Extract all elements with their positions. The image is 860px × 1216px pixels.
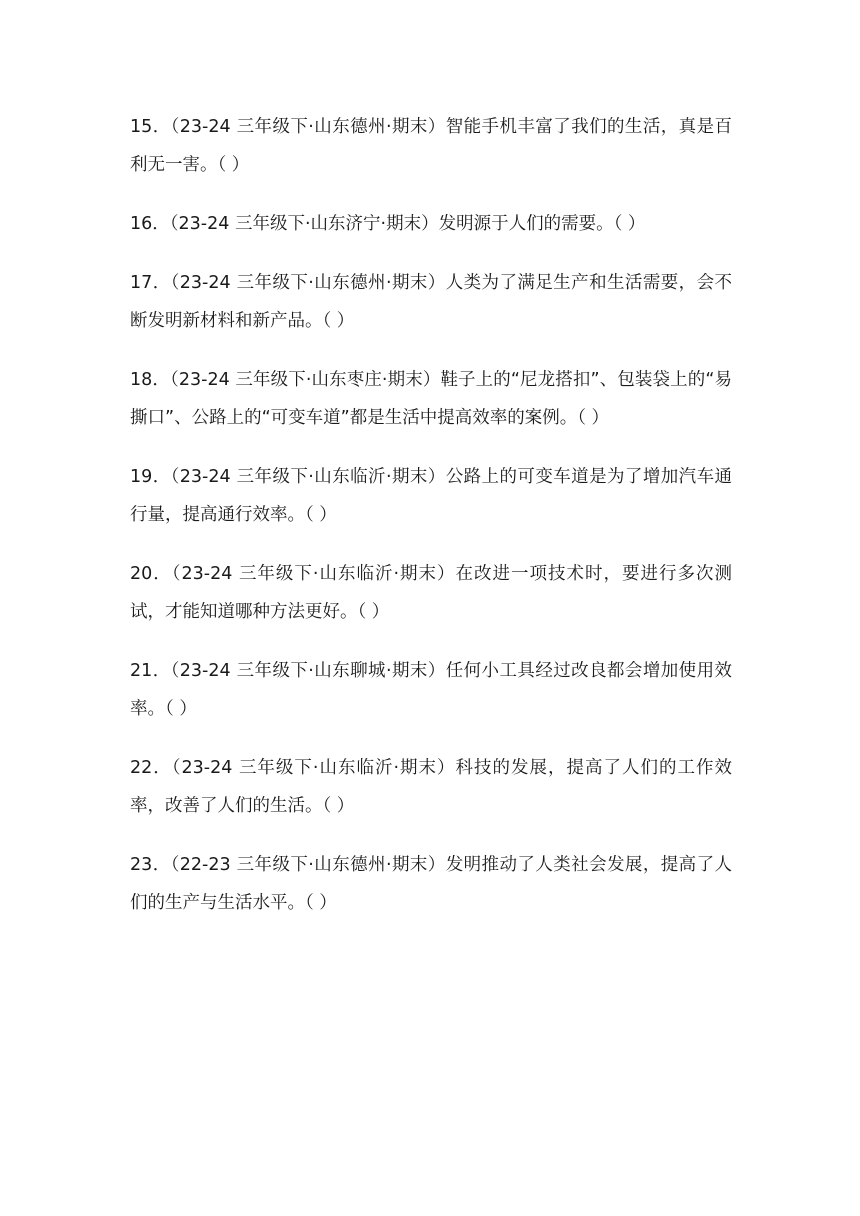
- question-item: [130, 846, 732, 922]
- question-text: 鞋子上的“尼龙搭扣”、包装袋上的“易撕口”、公路上的“可变车道”都是生活中提高效率的案例。（ ）: [130, 370, 732, 428]
- question-number-separator: ．: [152, 855, 171, 875]
- question-number-separator: ．: [152, 117, 171, 137]
- question-number-separator: ．: [152, 214, 170, 234]
- question-number: 18: [130, 370, 153, 390]
- question-source: （23-24 三年级下·山东临沂·期末）: [171, 564, 456, 584]
- question-text: 任何小工具经过改良都会增加使用效率。（ ）: [130, 661, 733, 719]
- question-item: [130, 264, 732, 340]
- question-item: [130, 108, 732, 184]
- question-text: 智能手机丰富了我们的生活，真是百利无一害。（ ）: [130, 117, 733, 175]
- question-text: 发明源于人们的需要。（ ）: [438, 214, 646, 234]
- question-number-separator: ．: [152, 564, 172, 584]
- question-item: [130, 749, 732, 825]
- question-source: （23-24 三年级下·山东济宁·期末）: [169, 214, 439, 234]
- question-source: （23-24 三年级下·山东临沂·期末）: [171, 758, 456, 778]
- question-number-separator: ．: [152, 467, 171, 487]
- question-source: （23-24 三年级下·山东德州·期末）: [170, 117, 446, 137]
- question-item: [130, 361, 732, 437]
- question-list: [130, 108, 732, 943]
- question-number-separator: ．: [152, 273, 171, 293]
- question-item: [130, 205, 732, 243]
- question-item: [130, 458, 732, 534]
- question-source: （23-24 三年级下·山东德州·期末）: [170, 273, 446, 293]
- question-number: 15: [130, 117, 153, 137]
- question-text: 在改进一项技术时，要进行多次测试，才能知道哪种方法更好。（ ）: [130, 564, 733, 622]
- question-number: 19: [130, 467, 153, 487]
- question-source: （23-24 三年级下·山东枣庄·期末）: [170, 370, 441, 390]
- question-item: [130, 555, 732, 631]
- question-source: （22-23 三年级下·山东德州·期末）: [170, 855, 446, 875]
- question-number: 22: [130, 758, 153, 778]
- question-item: [130, 652, 732, 728]
- question-number-separator: ．: [152, 370, 170, 390]
- question-number: 23: [130, 855, 153, 875]
- question-text: 科技的发展，提高了人们的工作效率，改善了人们的生活。（ ）: [130, 758, 733, 816]
- question-text: 公路上的可变车道是为了增加汽车通行量，提高通行效率。（ ）: [130, 467, 733, 525]
- question-text: 人类为了满足生产和生活需要，会不断发明新材料和新产品。（ ）: [130, 273, 733, 331]
- question-number: 17: [130, 273, 153, 293]
- question-source: （23-24 三年级下·山东临沂·期末）: [170, 467, 446, 487]
- question-number: 20: [130, 564, 153, 584]
- question-number-separator: ．: [152, 661, 171, 681]
- question-number: 16: [130, 214, 153, 234]
- question-number: 21: [130, 661, 153, 681]
- question-text: 发明推动了人类社会发展，提高了人们的生产与生活水平。（ ）: [130, 855, 733, 913]
- question-number-separator: ．: [152, 758, 172, 778]
- question-source: （23-24 三年级下·山东聊城·期末）: [170, 661, 446, 681]
